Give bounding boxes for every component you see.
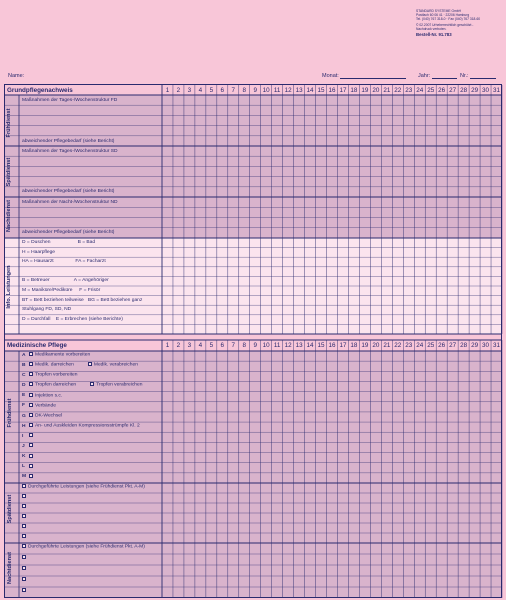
section-label-nacht: Nachtdienst — [6, 200, 12, 233]
med-task-label-alt: Medik. verabreichen — [93, 362, 138, 368]
checkbox[interactable] — [29, 372, 33, 376]
day-number: 1 — [165, 342, 170, 349]
med-task-label: Tropfen vorbereiten — [35, 372, 78, 378]
day-number: 15 — [317, 87, 325, 94]
checkbox[interactable] — [29, 474, 33, 478]
checkbox[interactable] — [22, 484, 26, 488]
checkbox[interactable] — [29, 413, 33, 417]
nacht-checkbox-row[interactable] — [22, 577, 28, 583]
spaet-checkbox-row[interactable] — [22, 534, 28, 540]
day-number: 17 — [339, 87, 347, 94]
day-number: 18 — [350, 87, 358, 94]
spaet-checkbox-row[interactable] — [22, 514, 28, 520]
med-task-row[interactable] — [22, 474, 35, 480]
day-number: 2 — [176, 87, 181, 94]
month-label: Monat: — [322, 73, 339, 79]
day-number: 31 — [493, 87, 501, 94]
day-number: 25 — [427, 342, 435, 349]
med-task-row[interactable] — [22, 403, 56, 409]
med-task-letter: H — [22, 423, 26, 429]
day-number: 20 — [372, 87, 380, 94]
day-number: 15 — [317, 342, 325, 349]
day-number: 9 — [253, 87, 257, 94]
info-legend-line: D = Durchfall E = Erbrechen (siehe Berichte) — [22, 316, 123, 322]
spaet-measures-label: Maßnahmen der Tages-/Wochenstruktur SD — [22, 149, 118, 154]
day-number: 29 — [471, 342, 479, 349]
day-number: 12 — [284, 87, 292, 94]
med-task-letter: K — [22, 454, 26, 460]
med-task-row[interactable] — [22, 454, 35, 460]
checkbox[interactable] — [22, 588, 26, 592]
checkbox[interactable] — [29, 403, 33, 407]
day-number: 7 — [231, 342, 236, 349]
day-number: 28 — [460, 342, 468, 349]
day-number: 19 — [361, 87, 369, 94]
day-number: 4 — [198, 342, 203, 349]
day-number: 7 — [231, 87, 236, 94]
day-number: 11 — [273, 342, 281, 349]
day-number: 2 — [176, 342, 181, 349]
nacht-deviating-label: abweichender Pflegebedarf (siehe Bericht) — [22, 230, 115, 235]
publisher-line: Nachdruck verboten. — [416, 27, 447, 31]
med-task-label: Medikamente vorbereiten — [35, 352, 91, 358]
checkbox[interactable] — [90, 382, 94, 386]
day-number: 18 — [350, 342, 358, 349]
med-section-label-nacht: Nachtdienst — [7, 552, 13, 585]
form-frame — [4, 84, 502, 598]
day-number: 13 — [295, 87, 303, 94]
day-number: 4 — [198, 87, 203, 94]
day-number: 20 — [372, 342, 380, 349]
info-legend-line: Stuhlgang FD, SD, ND — [22, 307, 72, 313]
day-number: 8 — [242, 342, 246, 349]
med-task-row[interactable] — [22, 362, 138, 368]
checkbox[interactable] — [22, 566, 26, 570]
day-number: 26 — [438, 87, 446, 94]
nacht-checkbox-row[interactable] — [22, 555, 28, 561]
checkbox[interactable] — [22, 514, 26, 518]
day-number: 6 — [220, 342, 225, 349]
med-task-letter: A — [22, 352, 26, 358]
number-label: Nr.: — [460, 73, 469, 79]
checkbox[interactable] — [22, 504, 26, 508]
frueh-measures-label: Maßnahmen der Tages-/Wochenstruktur FD — [22, 98, 118, 103]
checkbox[interactable] — [29, 362, 33, 366]
med-task-row[interactable] — [22, 423, 140, 429]
grundpflege-title: Grundpflegenachweis — [7, 87, 73, 94]
med-task-row[interactable] — [22, 382, 142, 388]
day-number: 16 — [328, 87, 336, 94]
med-task-label: DK-Wechsel — [35, 413, 63, 419]
day-number: 27 — [449, 87, 457, 94]
order-number: Bestell-Nr. 91.783 — [416, 32, 452, 37]
day-number: 25 — [427, 87, 435, 94]
med-task-row[interactable] — [22, 433, 35, 439]
day-number: 13 — [295, 342, 303, 349]
med-task-row[interactable] — [22, 443, 35, 449]
day-number: 22 — [394, 87, 402, 94]
checkbox[interactable] — [29, 423, 33, 427]
day-number: 24 — [416, 342, 424, 349]
checkbox[interactable] — [29, 393, 33, 397]
med-task-label: An- und Auskleiden Kompressionsstrümpfe Kl. 2 — [35, 423, 140, 429]
day-number: 22 — [394, 342, 402, 349]
med-section-label-spaet: Spätdienst — [7, 494, 13, 524]
checkbox[interactable] — [29, 433, 33, 437]
day-number: 3 — [187, 342, 192, 349]
med-task-letter: I — [22, 433, 24, 439]
day-number: 16 — [328, 342, 336, 349]
med-task-row[interactable] — [22, 372, 78, 378]
nacht-checkbox-row[interactable] — [22, 588, 28, 594]
day-number: 11 — [273, 87, 281, 94]
checkbox[interactable] — [29, 352, 33, 356]
med-task-label: Injektion s.c. — [35, 393, 63, 399]
day-number: 30 — [482, 87, 490, 94]
section-label-spaet: Spätdienst — [6, 157, 12, 187]
spaet-checkbox-row[interactable] — [22, 494, 28, 500]
med-task-row[interactable] — [22, 393, 62, 399]
publisher-line: STANDARD SYSTEME GmbH — [416, 9, 462, 13]
day-number: 31 — [493, 342, 501, 349]
checkbox[interactable] — [22, 577, 26, 581]
info-legend-line: HA = Hausarzt FA = Facharzt — [22, 259, 106, 265]
publisher-line: Tel. (040) 767 318-0 · Fax (040) 767 318-60 — [416, 17, 481, 21]
med-task-letter: L — [22, 464, 25, 470]
checkbox[interactable] — [29, 382, 33, 386]
day-number: 19 — [361, 342, 369, 349]
day-number: 3 — [187, 87, 192, 94]
checkbox[interactable] — [88, 362, 92, 366]
med-task-label: Medik. darreichen — [35, 362, 74, 368]
section-label-info: Info. Leistungen — [6, 265, 12, 309]
day-number: 24 — [416, 87, 424, 94]
med-task-row[interactable] — [22, 464, 35, 470]
day-number: 5 — [209, 342, 214, 349]
day-number: 1 — [165, 87, 170, 94]
day-number: 9 — [253, 342, 257, 349]
performed-services-label: Durchgeführte Leistungen (siehe Frühdienst Pkt. A-M) — [28, 484, 145, 490]
info-legend-line: H = Haarpflege — [22, 249, 56, 255]
med-task-letter: G — [22, 413, 26, 419]
checkbox[interactable] — [22, 555, 26, 559]
day-number: 29 — [471, 87, 479, 94]
publisher-line: © 02.2007 Urheberrechtlich geschützt - — [416, 23, 474, 27]
spaet-deviating-label: abweichender Pflegebedarf (siehe Bericht) — [22, 189, 115, 194]
day-number: 5 — [209, 87, 214, 94]
year-label: Jahr: — [418, 73, 431, 79]
day-number: 12 — [284, 342, 292, 349]
day-number: 27 — [449, 342, 457, 349]
nacht-checkbox-row[interactable] — [22, 544, 145, 550]
nacht-measures-label: Maßnahmen der Nacht-/Wochenstruktur ND — [22, 200, 118, 205]
day-number: 30 — [482, 342, 490, 349]
info-legend-line: M = Maniküre/Pediküre F = Frisör — [22, 288, 101, 293]
med-task-letter: D — [22, 383, 26, 389]
frueh-deviating-label: abweichender Pflegebedarf (siehe Bericht) — [22, 139, 115, 144]
day-number: 28 — [460, 87, 468, 94]
nacht-checkbox-row[interactable] — [22, 566, 28, 572]
med-task-letter: E — [22, 393, 26, 399]
checkbox[interactable] — [22, 494, 26, 498]
checkbox[interactable] — [29, 454, 33, 458]
name-label: Name: — [8, 73, 25, 79]
med-task-label-alt: Tropfen verabreichen — [96, 383, 143, 389]
med-task-letter: J — [22, 443, 25, 449]
info-legend-line: BT = Bett beziehen teilweise BG = Bett beziehen ganz — [22, 297, 143, 303]
day-number: 10 — [262, 87, 270, 94]
publisher-line: Postfach 60 06 41 · 22206 Hamburg — [416, 13, 470, 17]
day-number: 10 — [262, 342, 270, 349]
spaet-checkbox-row[interactable] — [22, 484, 145, 490]
med-task-row[interactable] — [22, 413, 62, 419]
day-number: 21 — [383, 87, 391, 94]
info-legend-line: B = Betreuer A = Angehöriger — [22, 278, 109, 284]
med-task-letter: B — [22, 362, 26, 368]
day-number: 14 — [306, 87, 314, 94]
med-task-label: Verbände — [35, 403, 56, 409]
performed-services-label: Durchgeführte Leistungen (siehe Frühdienst Pkt. A-M) — [28, 544, 145, 550]
section-label-frueh: Frühdienst — [6, 108, 12, 138]
day-number: 17 — [339, 342, 347, 349]
spaet-checkbox-row[interactable] — [22, 504, 28, 510]
med-task-letter: F — [22, 403, 25, 409]
day-number: 23 — [405, 87, 413, 94]
info-legend-line: D = Duschen B = Bad — [22, 240, 96, 245]
checkbox[interactable] — [29, 464, 33, 468]
med-task-row[interactable] — [22, 352, 90, 358]
day-number: 14 — [306, 342, 314, 349]
day-number: 6 — [220, 87, 225, 94]
day-number: 26 — [438, 342, 446, 349]
med-section-label-frueh: Frühdienst — [7, 398, 13, 428]
med-task-label: Tropfen darreichen — [35, 383, 77, 389]
med-task-letter: M — [22, 474, 27, 480]
day-number: 23 — [405, 342, 413, 349]
checkbox[interactable] — [29, 443, 33, 447]
checkbox[interactable] — [22, 534, 26, 538]
spaet-checkbox-row[interactable] — [22, 524, 28, 530]
day-number: 8 — [242, 87, 246, 94]
checkbox[interactable] — [22, 544, 26, 548]
day-number: 21 — [383, 342, 391, 349]
med-task-letter: C — [22, 372, 26, 378]
checkbox[interactable] — [22, 524, 26, 528]
medizinische-pflege-title: Medizinische Pflege — [7, 342, 67, 349]
